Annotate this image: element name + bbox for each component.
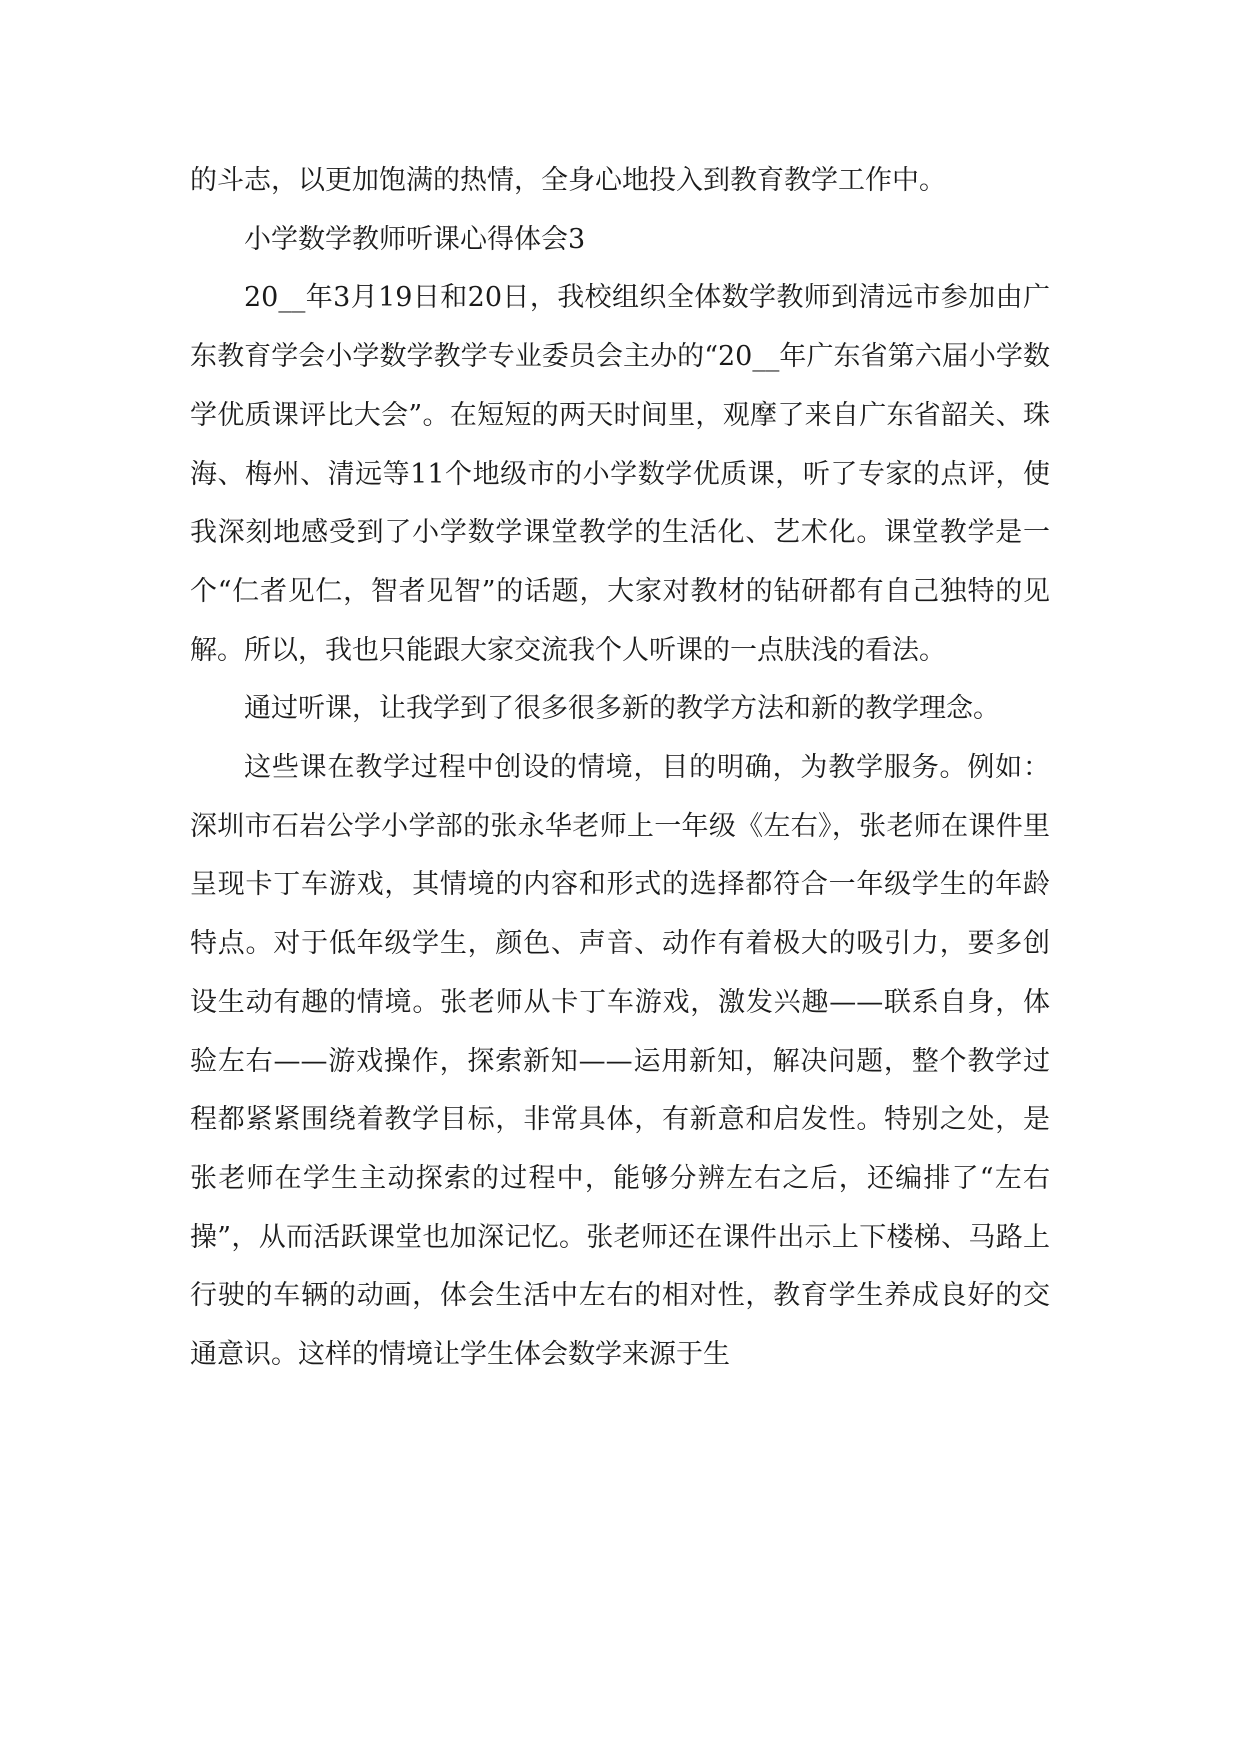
continuation-paragraph: 的斗志，以更加饱满的热情，全身心地投入到教育教学工作中。: [190, 165, 946, 196]
body-paragraph-2: 通过听课，让我学到了很多很多新的教学方法和新的教学理念。: [244, 693, 1000, 725]
body-paragraph-1: 20__年3月19日和20日，我校组织全体数学教师到清远市参加由广东教育学会小学数学教学专业委员会主办的“20__年广东省第六届小学数学优质课评比大会”。在短短的两天时间里，观摩了来自广东省韶关、珠海、梅州、清远等11个地级市的小学数学优质课，听了专家的点评，使我深刻地感受到了小学数学课堂教学的生活化、艺术化。课堂教学是一个“仁者见仁，智者见智”的话题，大家对教材的钻研都有自己独特的见解。所以，我也只能跟大家交流我个人听课的一点肤浅的看法。: [190, 282, 1050, 666]
document-body: [190, 152, 1050, 1385]
body-paragraph-3: 这些课在教学过程中创设的情境，目的明确，为教学服务。例如：深圳市石岩公学小学部的张永华老师上一年级《左右》，张老师在课件里呈现卡丁车游戏，其情境的内容和形式的选择都符合一年级学生的年龄特点。对于低年级学生，颜色、声音、动作有着极大的吸引力，要多创设生动有趣的情境。张老师从卡丁车游戏，激发兴趣——联系自身，体验左右——游戏操作，探索新知——运用新知，解决问题，整个教学过程都紧紧围绕着教学目标，非常具体，有新意和启发性。特别之处，是张老师在学生主动探索的过程中，能够分辨左右之后，还编排了“左右操”，从而活跃课堂也加深记忆。张老师还在课件出示上下楼梯、马路上行驶的车辆的动画，体会生活中左右的相对性，教育学生养成良好的交通意识。这样的情境让学生体会数学来源于生: [190, 752, 1050, 1371]
section-title: 小学数学教师听课心得体会3: [244, 223, 586, 255]
